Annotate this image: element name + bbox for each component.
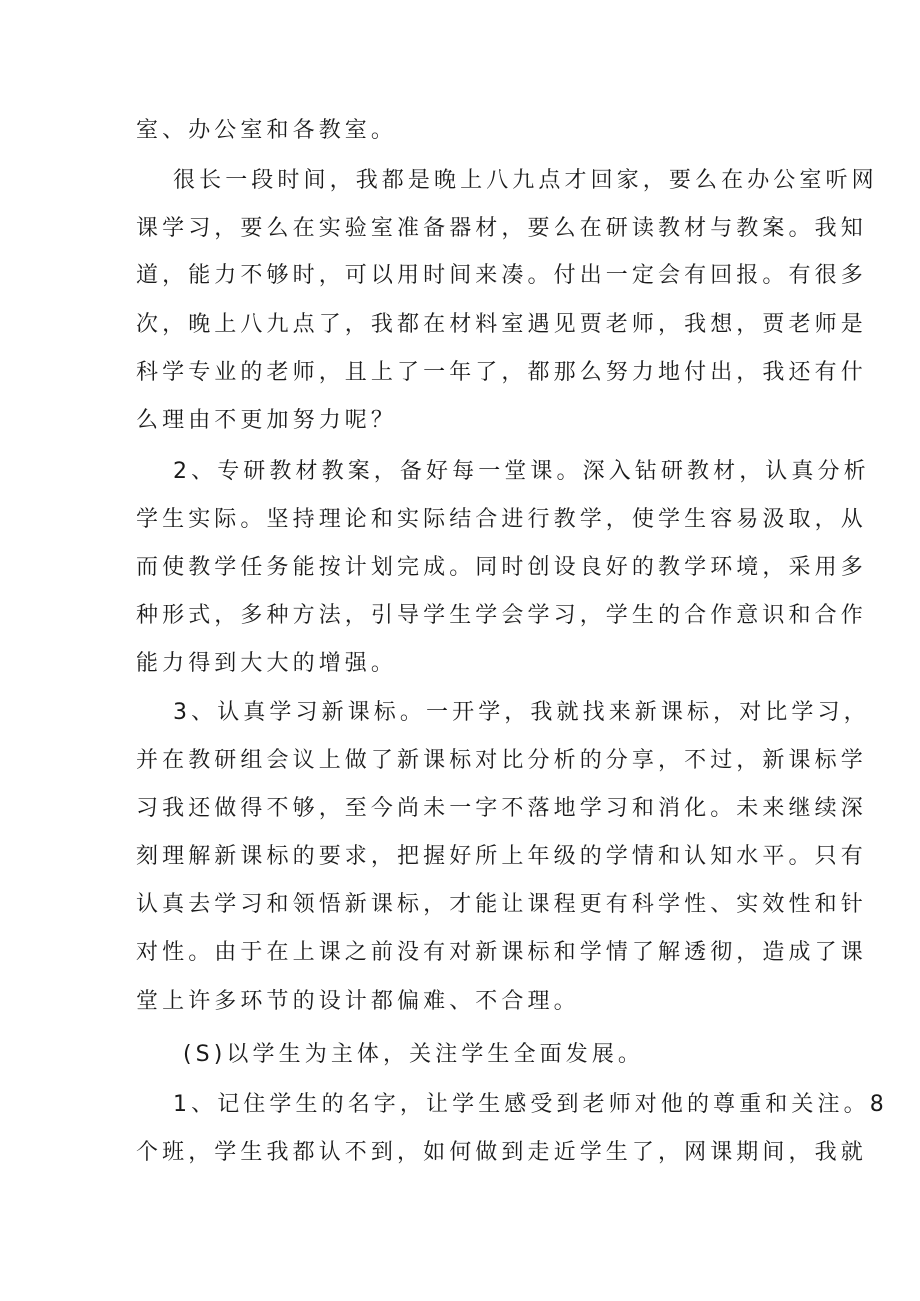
text-line: 室、办公室和各教室。 bbox=[136, 118, 398, 143]
text-line: 种形式，多种方法，引导学生学会学习，学生的合作意识和合作 bbox=[136, 603, 867, 628]
section-heading: (S)以学生为主体，关注学生全面发展。 bbox=[183, 1042, 645, 1067]
text-line: 学生实际。坚持理论和实际结合进行教学，使学生容易汲取，从 bbox=[136, 507, 867, 532]
text-line: 科学专业的老师，且上了一年了，都那么努力地付出，我还有什 bbox=[136, 360, 867, 385]
text-line: 1、记住学生的名字，让学生感受到老师对他的尊重和关注。8 bbox=[173, 1092, 888, 1117]
text-line: 3、认真学习新课标。一开学，我就找来新课标，对比学习， bbox=[173, 700, 870, 725]
text-line: 认真去学习和领悟新课标，才能让课程更有科学性、实效性和针 bbox=[136, 892, 867, 917]
text-line: 能力得到大大的增强。 bbox=[136, 651, 398, 676]
text-line: 刻理解新课标的要求，把握好所上年级的学情和认知水平。只有 bbox=[136, 844, 867, 869]
text-line: 习我还做得不够，至今尚未一字不落地学习和消化。未来继续深 bbox=[136, 796, 867, 821]
text-line: 很长一段时间，我都是晚上八九点才回家，要么在办公室听网 bbox=[173, 168, 878, 193]
text-line: 对性。由于在上课之前没有对新课标和学情了解透彻，造成了课 bbox=[136, 940, 867, 965]
text-line: 并在教研组会议上做了新课标对比分析的分享，不过，新课标学 bbox=[136, 748, 867, 773]
text-line: 么理由不更加努力呢？ bbox=[136, 408, 398, 433]
text-line: 而使教学任务能按计划完成。同时创设良好的教学环境，采用多 bbox=[136, 555, 867, 580]
text-line: 课学习，要么在实验室准备器材，要么在研读教材与教案。我知 bbox=[136, 216, 867, 241]
text-line: 个班，学生我都认不到，如何做到走近学生了，网课期间，我就 bbox=[136, 1140, 867, 1165]
text-line: 堂上许多环节的设计都偏难、不合理。 bbox=[136, 989, 580, 1014]
text-line: 次，晚上八九点了，我都在材料室遇见贾老师，我想，贾老师是 bbox=[136, 312, 867, 337]
text-line: 2、专研教材教案，备好每一堂课。深入钻研教材，认真分析 bbox=[173, 459, 870, 484]
text-line: 道，能力不够时，可以用时间来凑。付出一定会有回报。有很多 bbox=[136, 263, 867, 288]
